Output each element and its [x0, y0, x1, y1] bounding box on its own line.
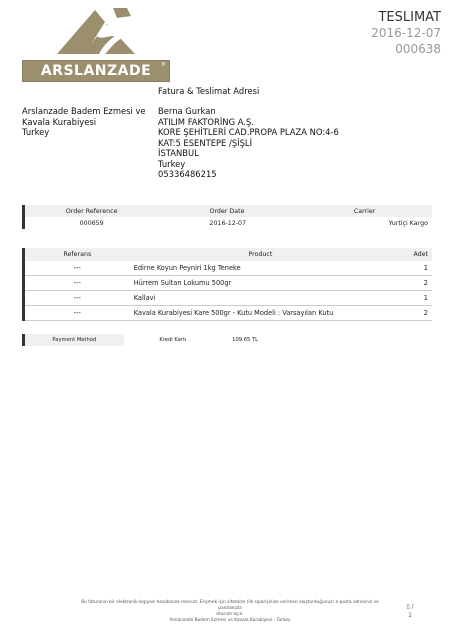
table-cell: Kallavi — [130, 291, 391, 306]
column-header: Adet — [391, 248, 432, 261]
order-table — [22, 205, 432, 229]
table-cell: --- — [24, 261, 130, 276]
customer-line: İSTANBUL — [158, 148, 199, 158]
company-line: Turkey — [22, 127, 50, 137]
column-header: Product — [130, 248, 391, 261]
document-type: TESLIMAT — [378, 10, 441, 25]
table-cell: Yurtiçi Kargo — [388, 219, 428, 227]
table-cell: 1 — [391, 261, 432, 276]
table-row — [24, 291, 433, 306]
column-header: Referans — [24, 248, 130, 261]
customer-line: KORE ŞEHİTLERİ CAD.PROPA PLAZA NO:4-6 — [158, 127, 339, 137]
logo-icon — [55, 6, 137, 56]
table-cell: 2 — [391, 276, 432, 291]
company-line: Arslanzade Badem Ezmesi ve — [22, 106, 146, 116]
page-icon: ▯ / — [406, 603, 414, 610]
table-row — [24, 276, 433, 291]
payment-table — [22, 334, 262, 346]
table-row — [24, 306, 433, 321]
customer-line: ATILIM FAKTORİNG A.Ş. — [158, 116, 254, 127]
customer-line: 05336486215 — [158, 169, 217, 179]
logo-text: ARSLANZADE — [40, 63, 152, 79]
table-header-row — [24, 248, 433, 261]
table-cell: 2016-12-07 — [209, 219, 247, 227]
footer — [80, 600, 380, 624]
table-cell: Kavala Kurabiyesi Kare 500gr - Kutu Modeli : Varsayılan Kutu — [130, 306, 391, 321]
registered-mark: ® — [161, 62, 166, 68]
document-date: 2016-12-07 — [371, 26, 441, 40]
table-row — [24, 261, 433, 276]
document-number: 000638 — [395, 42, 441, 56]
table-cell: 2 — [391, 306, 432, 321]
company-address — [22, 106, 152, 138]
table-cell: Edirne Koyun Peyniri 1kg Teneke — [130, 261, 391, 276]
table-cell: --- — [24, 276, 130, 291]
customer-address — [158, 106, 418, 180]
table-cell: --- — [24, 291, 130, 306]
customer-line: Berna Gurkan — [158, 106, 216, 116]
table-cell: Hürrem Sultan Lokumu 500gr — [130, 276, 391, 291]
brand-logo — [22, 60, 170, 82]
table-row — [24, 334, 263, 346]
address-title: Fatura & Teslimat Adresi — [158, 86, 260, 96]
page-count: 1 — [408, 612, 412, 619]
footer-note: oturum açın. — [216, 612, 244, 617]
footer-note: Bu faturanın bir elektronik kopyası hesabınıza mevcut. Erişmek için sitemize (ilk siparişinize verirken oluşturduğunuz) e-posta adresiniz ve parolanızla — [81, 600, 379, 611]
customer-line: Turkey — [158, 158, 186, 169]
page-indicator — [400, 602, 420, 620]
table-cell: 1 — [391, 291, 432, 306]
product-table — [22, 248, 432, 321]
column-header: Order Reference — [24, 205, 159, 217]
table-header-row — [24, 205, 433, 217]
payment-label: Payment Method — [24, 334, 124, 346]
table-cell: 000659 — [79, 219, 104, 227]
column-header: Order Date — [158, 205, 297, 217]
table-cell: --- — [24, 306, 130, 321]
table-row — [24, 217, 433, 229]
payment-amount: 109.65 TL — [232, 337, 258, 343]
company-line: Kavala Kurabiyesi — [22, 116, 97, 127]
customer-line: KAT:5 ESENTEPE /ŞİŞLİ — [158, 137, 253, 148]
column-header: Carrier — [297, 205, 432, 217]
footer-company: Arslanzade Badem Ezmesi ve Kavala Kurabiyesi - Turkey — [169, 618, 291, 623]
payment-method: Kredi Kartı — [159, 337, 187, 343]
